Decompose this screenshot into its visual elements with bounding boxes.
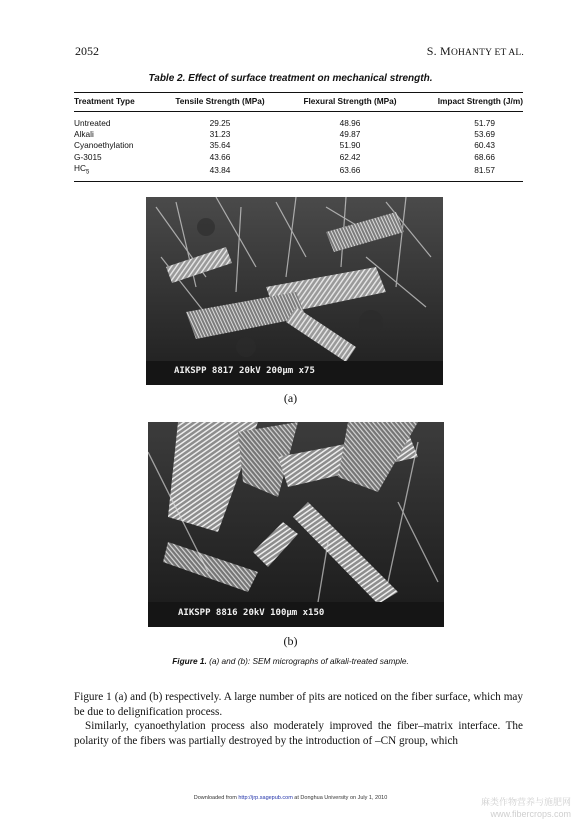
- body-text: [74, 690, 523, 748]
- treatment-cell: Cyanoethylation: [74, 140, 134, 151]
- running-header-author: [427, 44, 524, 59]
- watermark: [481, 796, 571, 820]
- impact-cell: 68.66: [474, 151, 495, 162]
- table-row: [74, 163, 523, 181]
- impact-cell: 81.57: [424, 163, 523, 181]
- table-caption: Table 2. Effect of surface treatment on mechanical strength.: [148, 73, 433, 84]
- treatment-cell: G-3015: [74, 151, 102, 162]
- sem-micrograph-a: [146, 197, 443, 385]
- column-header: Tensile Strength (MPa): [164, 93, 276, 112]
- impact-cell: 51.79: [474, 118, 495, 128]
- strength-table: [74, 92, 523, 182]
- hc-subscript: 5: [85, 169, 90, 176]
- column-header: Impact Strength (J/m): [424, 93, 523, 112]
- table-row: [74, 152, 523, 163]
- flexural-cell: 48.96: [339, 118, 361, 128]
- body-paragraph-1: Figure 1 (a) and (b) respectively. A large number of pits are noticed on the fiber surface, which may be due to delignification process.: [74, 691, 523, 718]
- table-row: [74, 140, 523, 151]
- impact-cell: 60.43: [474, 140, 495, 151]
- tensile-cell: 43.84: [164, 163, 276, 181]
- treatment-cell: [74, 163, 164, 181]
- hc-base: HC: [74, 162, 86, 173]
- column-header: Treatment Type: [74, 93, 164, 112]
- impact-cell: 53.69: [474, 129, 495, 140]
- treatment-cell: Alkali: [74, 129, 94, 140]
- panel-label-a: (a): [283, 391, 298, 405]
- author-rest: OHANTY ET AL.: [450, 48, 524, 58]
- watermark-line-1: 麻类作物营养与施肥网: [480, 797, 571, 807]
- flexural-cell: 49.87: [339, 129, 361, 140]
- figure-caption-label: Figure 1.: [172, 656, 207, 666]
- tensile-cell: 29.25: [209, 118, 231, 128]
- watermark-line-2: www.fibercrops.com: [490, 809, 571, 819]
- flexural-cell: 63.66: [276, 163, 424, 181]
- footer-prefix: Downloaded from: [193, 795, 239, 801]
- table-row: [74, 129, 523, 140]
- author-initial: S. M: [426, 44, 451, 58]
- body-paragraph-2: Similarly, cyanoethylation process also moderately improved the fiber–matrix interface. The polarity of the fibers was partially destroyed by the introduction of –CN group, which: [74, 720, 523, 747]
- flexural-cell: 51.90: [339, 140, 361, 151]
- figure-caption: [0, 656, 581, 666]
- tensile-cell: 31.23: [209, 129, 231, 140]
- column-header: Flexural Strength (MPa): [276, 93, 424, 112]
- table-row: [74, 112, 523, 130]
- tensile-cell: 43.66: [209, 151, 231, 162]
- micro-b-scale-text: AIKSPP 8816 20kV 100µm x150: [178, 608, 325, 618]
- footer-suffix: at Donghua University on July 1, 2010: [292, 795, 388, 801]
- micro-a-scale-text: AIKSPP 8817 20kV 200µm x75: [174, 366, 315, 376]
- sem-micrograph-b: [148, 422, 444, 627]
- footer-link[interactable]: http://jrp.sagepub.com: [238, 795, 293, 801]
- figure-caption-text: (a) and (b): SEM micrographs of alkali-treated sample.: [206, 656, 409, 666]
- treatment-cell: Untreated: [74, 118, 111, 128]
- tensile-cell: 35.64: [209, 140, 231, 151]
- page-number: 2052: [75, 44, 99, 58]
- table-header-row: [74, 93, 523, 112]
- panel-label-b: (b): [283, 634, 298, 648]
- flexural-cell: 62.42: [339, 151, 361, 162]
